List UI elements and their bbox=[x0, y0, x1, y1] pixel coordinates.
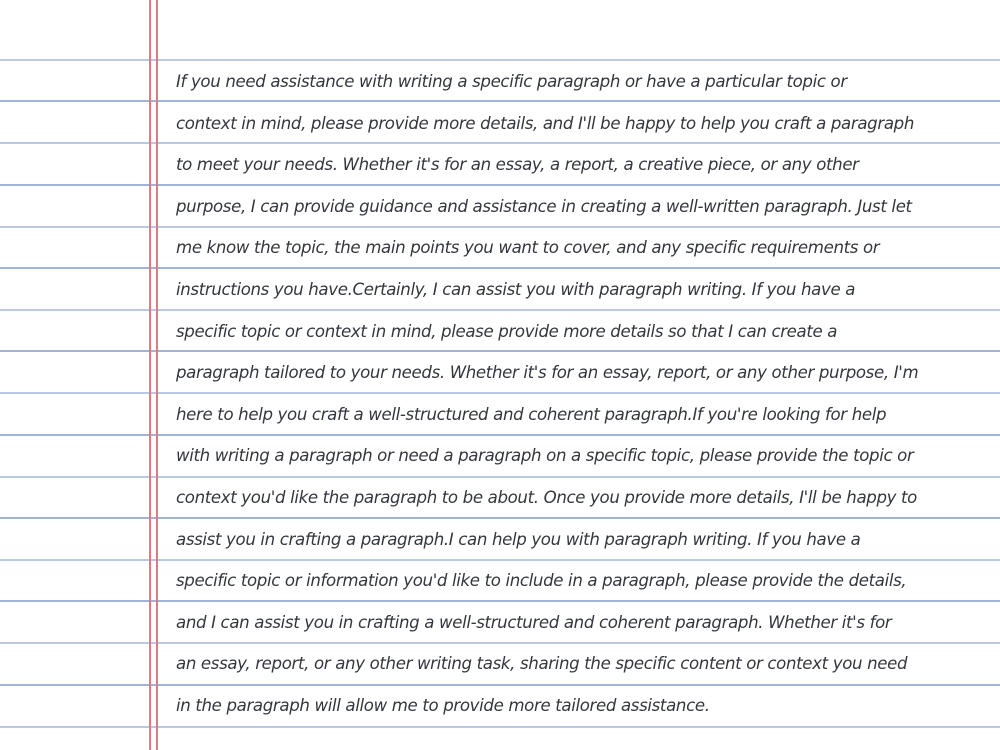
handwritten-paragraph bbox=[176, 61, 986, 727]
text-line: specific topic or context in mind, please provide more details so that I can create a bbox=[176, 321, 838, 341]
text-line: me know the topic, the main points you want to cover, and any specific requirements or bbox=[176, 238, 880, 258]
text-line: purpose, I can provide guidance and assistance in creating a well-written paragraph. Just let bbox=[176, 196, 912, 216]
margin-line bbox=[149, 0, 151, 750]
text-line: with writing a paragraph or need a paragraph on a specific topic, please provide the topic or bbox=[176, 446, 914, 466]
text-line: assist you in crafting a paragraph.I can help you with paragraph writing. If you have a bbox=[176, 529, 861, 549]
text-line: context you'd like the paragraph to be about. Once you provide more details, I'll be happy to bbox=[176, 487, 917, 507]
text-line: If you need assistance with writing a specific paragraph or have a particular topic or bbox=[176, 72, 847, 91]
text-line: paragraph tailored to your needs. Whether it's for an essay, report, or any other purpose, I'm bbox=[176, 363, 919, 383]
text-line: instructions you have.Certainly, I can assist you with paragraph writing. If you have a bbox=[176, 279, 856, 299]
margin-line bbox=[156, 0, 158, 750]
text-line: and I can assist you in crafting a well-structured and coherent paragraph. Whether it's for bbox=[176, 612, 892, 632]
text-line: to meet your needs. Whether it's for an essay, a report, a creative piece, or any other bbox=[176, 155, 859, 175]
text-line: context in mind, please provide more details, and I'll be happy to help you craft a paragraph bbox=[176, 113, 914, 133]
text-line: here to help you craft a well-structured and coherent paragraph.If you're looking for help bbox=[176, 404, 887, 424]
text-line: specific topic or information you'd like to include in a paragraph, please provide the details, bbox=[176, 571, 907, 591]
text-line: an essay, report, or any other writing task, sharing the specific content or context you need bbox=[176, 654, 908, 674]
text-line: in the paragraph will allow me to provide more tailored assistance. bbox=[176, 695, 710, 715]
